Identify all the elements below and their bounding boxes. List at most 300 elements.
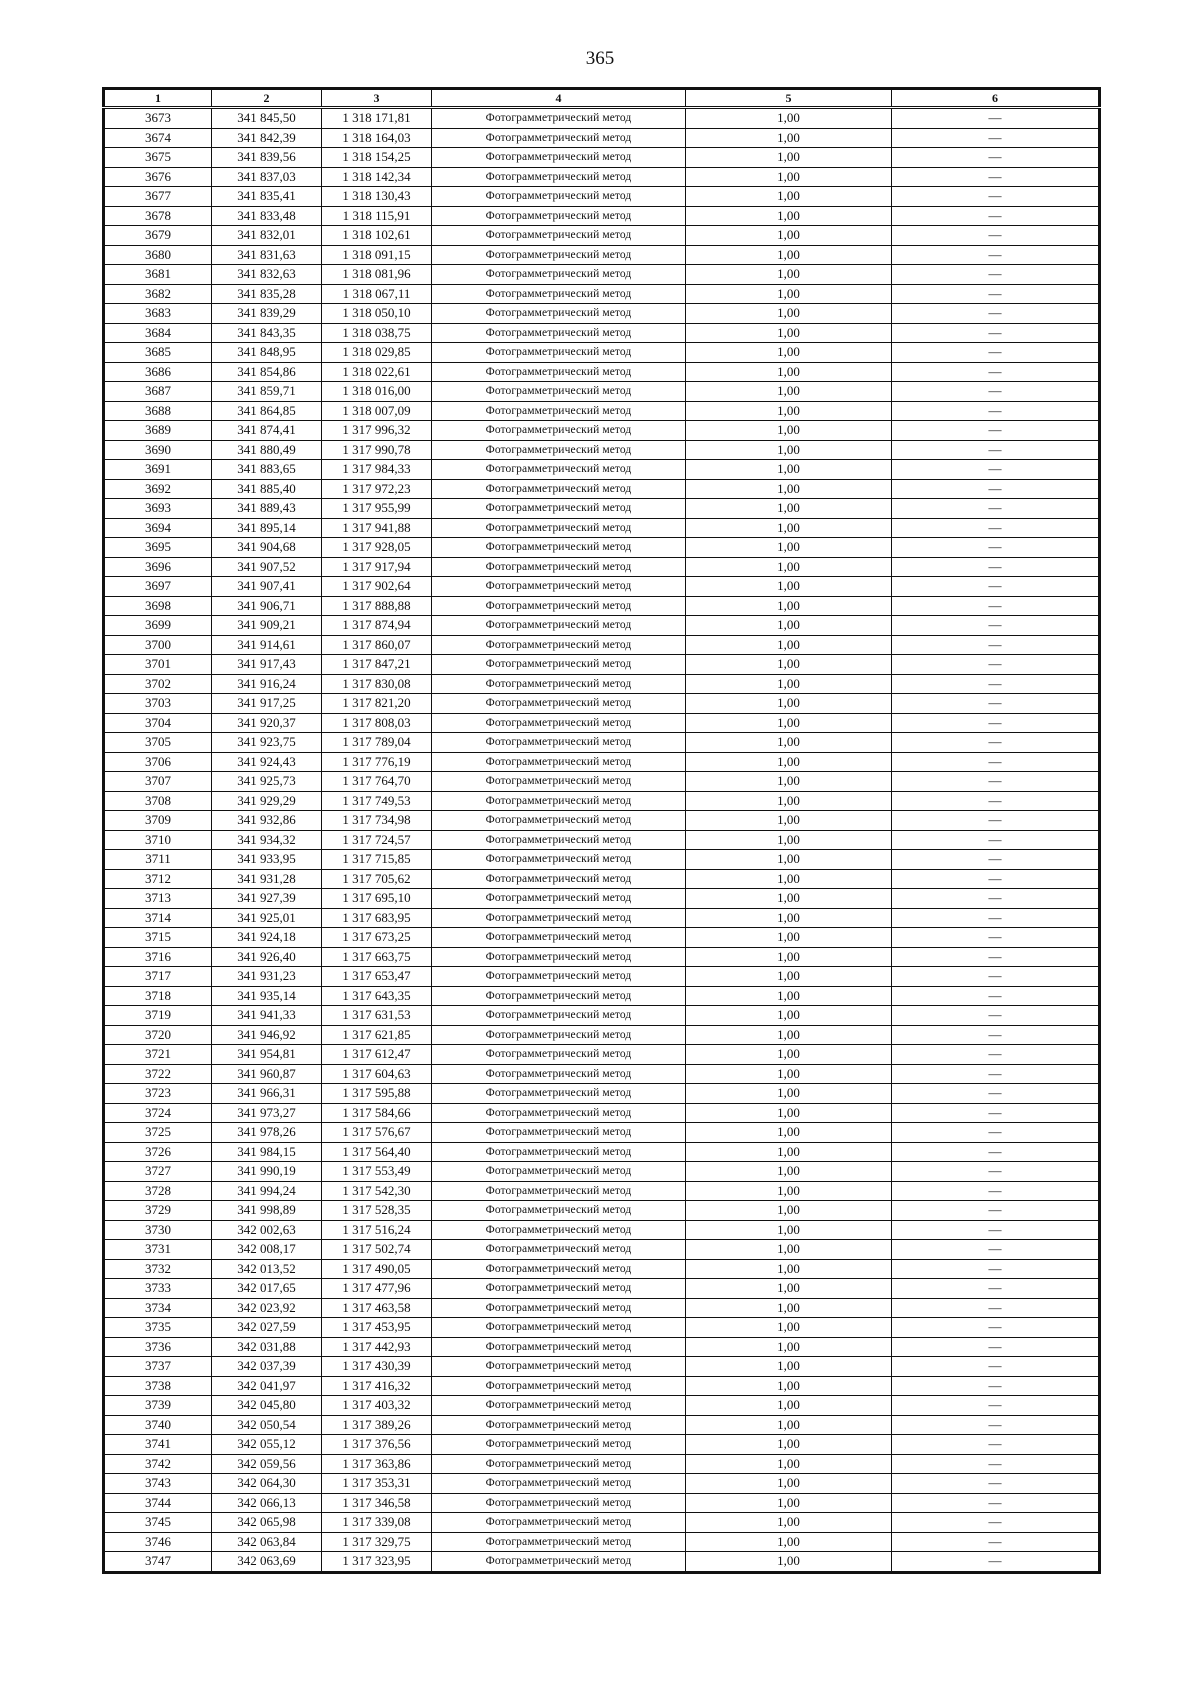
precision-cell: 1,00 — [686, 830, 892, 850]
x-coordinate-cell: 342 023,92 — [212, 1298, 322, 1318]
method-cell: Фотограмметрический метод — [432, 108, 686, 129]
precision-cell: 1,00 — [686, 733, 892, 753]
method-cell: Фотограмметрический метод — [432, 1045, 686, 1065]
table-row — [104, 343, 1100, 363]
note-cell: — — [892, 655, 1100, 675]
note-cell: — — [892, 1006, 1100, 1026]
method-cell: Фотограмметрический метод — [432, 1454, 686, 1474]
y-coordinate-cell: 1 317 917,94 — [322, 557, 432, 577]
x-coordinate-cell: 341 842,39 — [212, 128, 322, 148]
note-cell: — — [892, 108, 1100, 129]
method-cell: Фотограмметрический метод — [432, 752, 686, 772]
table-row — [104, 382, 1100, 402]
table-row — [104, 1025, 1100, 1045]
x-coordinate-cell: 342 055,12 — [212, 1435, 322, 1455]
method-cell: Фотограмметрический метод — [432, 889, 686, 909]
point-number-cell: 3745 — [104, 1513, 212, 1533]
method-cell: Фотограмметрический метод — [432, 1084, 686, 1104]
point-number-cell: 3691 — [104, 460, 212, 480]
y-coordinate-cell: 1 317 430,39 — [322, 1357, 432, 1377]
method-cell: Фотограмметрический метод — [432, 343, 686, 363]
note-cell: — — [892, 1279, 1100, 1299]
x-coordinate-cell: 341 914,61 — [212, 635, 322, 655]
note-cell: — — [892, 1474, 1100, 1494]
y-coordinate-cell: 1 318 050,10 — [322, 304, 432, 324]
precision-cell: 1,00 — [686, 1493, 892, 1513]
method-cell: Фотограмметрический метод — [432, 1201, 686, 1221]
method-cell: Фотограмметрический метод — [432, 1162, 686, 1182]
note-cell: — — [892, 226, 1100, 246]
x-coordinate-cell: 341 874,41 — [212, 421, 322, 441]
y-coordinate-cell: 1 317 941,88 — [322, 518, 432, 538]
note-cell: — — [892, 1123, 1100, 1143]
note-cell: — — [892, 830, 1100, 850]
precision-cell: 1,00 — [686, 1454, 892, 1474]
precision-cell: 1,00 — [686, 1240, 892, 1260]
y-coordinate-cell: 1 317 874,94 — [322, 616, 432, 636]
method-cell: Фотограмметрический метод — [432, 557, 686, 577]
x-coordinate-cell: 341 831,63 — [212, 245, 322, 265]
method-cell: Фотограмметрический метод — [432, 499, 686, 519]
note-cell: — — [892, 421, 1100, 441]
x-coordinate-cell: 341 925,73 — [212, 772, 322, 792]
table-row — [104, 108, 1100, 129]
x-coordinate-cell: 342 008,17 — [212, 1240, 322, 1260]
point-number-cell: 3681 — [104, 265, 212, 285]
note-cell: — — [892, 733, 1100, 753]
y-coordinate-cell: 1 317 463,58 — [322, 1298, 432, 1318]
point-number-cell: 3727 — [104, 1162, 212, 1182]
point-number-cell: 3677 — [104, 187, 212, 207]
precision-cell: 1,00 — [686, 1376, 892, 1396]
note-cell: — — [892, 382, 1100, 402]
method-cell: Фотограмметрический метод — [432, 1298, 686, 1318]
precision-cell: 1,00 — [686, 1298, 892, 1318]
method-cell: Фотограмметрический метод — [432, 772, 686, 792]
method-cell: Фотограмметрический метод — [432, 1415, 686, 1435]
precision-cell: 1,00 — [686, 440, 892, 460]
table-row — [104, 421, 1100, 441]
note-cell: — — [892, 479, 1100, 499]
point-number-cell: 3706 — [104, 752, 212, 772]
table-row — [104, 1181, 1100, 1201]
table-row — [104, 1142, 1100, 1162]
x-coordinate-cell: 342 066,13 — [212, 1493, 322, 1513]
method-cell: Фотограмметрический метод — [432, 187, 686, 207]
x-coordinate-cell: 342 041,97 — [212, 1376, 322, 1396]
note-cell: — — [892, 1493, 1100, 1513]
method-cell: Фотограмметрический метод — [432, 1532, 686, 1552]
y-coordinate-cell: 1 317 734,98 — [322, 811, 432, 831]
x-coordinate-cell: 341 923,75 — [212, 733, 322, 753]
method-cell: Фотограмметрический метод — [432, 304, 686, 324]
precision-cell: 1,00 — [686, 401, 892, 421]
precision-cell: 1,00 — [686, 421, 892, 441]
y-coordinate-cell: 1 317 888,88 — [322, 596, 432, 616]
point-number-cell: 3690 — [104, 440, 212, 460]
point-number-cell: 3678 — [104, 206, 212, 226]
method-cell: Фотограмметрический метод — [432, 1103, 686, 1123]
precision-cell: 1,00 — [686, 1220, 892, 1240]
method-cell: Фотограмметрический метод — [432, 206, 686, 226]
table-row — [104, 772, 1100, 792]
table-row — [104, 440, 1100, 460]
precision-cell: 1,00 — [686, 382, 892, 402]
note-cell: — — [892, 265, 1100, 285]
note-cell: — — [892, 1376, 1100, 1396]
y-coordinate-cell: 1 317 621,85 — [322, 1025, 432, 1045]
note-cell: — — [892, 343, 1100, 363]
point-number-cell: 3743 — [104, 1474, 212, 1494]
precision-cell: 1,00 — [686, 245, 892, 265]
x-coordinate-cell: 342 064,30 — [212, 1474, 322, 1494]
x-coordinate-cell: 342 059,56 — [212, 1454, 322, 1474]
note-cell: — — [892, 362, 1100, 382]
note-cell: — — [892, 167, 1100, 187]
method-cell: Фотограмметрический метод — [432, 1064, 686, 1084]
point-number-cell: 3740 — [104, 1415, 212, 1435]
y-coordinate-cell: 1 318 102,61 — [322, 226, 432, 246]
table-row — [104, 401, 1100, 421]
point-number-cell: 3723 — [104, 1084, 212, 1104]
y-coordinate-cell: 1 317 323,95 — [322, 1552, 432, 1573]
table-header — [104, 89, 1100, 108]
table-row — [104, 1201, 1100, 1221]
precision-cell: 1,00 — [686, 206, 892, 226]
precision-cell: 1,00 — [686, 694, 892, 714]
point-number-cell: 3709 — [104, 811, 212, 831]
x-coordinate-cell: 341 924,43 — [212, 752, 322, 772]
precision-cell: 1,00 — [686, 128, 892, 148]
precision-cell: 1,00 — [686, 596, 892, 616]
note-cell: — — [892, 1259, 1100, 1279]
point-number-cell: 3725 — [104, 1123, 212, 1143]
x-coordinate-cell: 341 835,28 — [212, 284, 322, 304]
method-cell: Фотограмметрический метод — [432, 226, 686, 246]
x-coordinate-cell: 341 934,32 — [212, 830, 322, 850]
point-number-cell: 3741 — [104, 1435, 212, 1455]
x-coordinate-cell: 341 932,86 — [212, 811, 322, 831]
point-number-cell: 3688 — [104, 401, 212, 421]
x-coordinate-cell: 341 883,65 — [212, 460, 322, 480]
x-coordinate-cell: 341 907,41 — [212, 577, 322, 597]
table-row — [104, 811, 1100, 831]
note-cell: — — [892, 967, 1100, 987]
method-cell: Фотограмметрический метод — [432, 850, 686, 870]
column-header: 5 — [686, 89, 892, 108]
precision-cell: 1,00 — [686, 928, 892, 948]
y-coordinate-cell: 1 317 821,20 — [322, 694, 432, 714]
table-row — [104, 791, 1100, 811]
point-number-cell: 3686 — [104, 362, 212, 382]
table-row — [104, 1103, 1100, 1123]
table-row — [104, 1337, 1100, 1357]
method-cell: Фотограмметрический метод — [432, 323, 686, 343]
y-coordinate-cell: 1 317 860,07 — [322, 635, 432, 655]
x-coordinate-cell: 341 916,24 — [212, 674, 322, 694]
note-cell: — — [892, 1162, 1100, 1182]
x-coordinate-cell: 342 045,80 — [212, 1396, 322, 1416]
y-coordinate-cell: 1 317 990,78 — [322, 440, 432, 460]
precision-cell: 1,00 — [686, 226, 892, 246]
x-coordinate-cell: 341 895,14 — [212, 518, 322, 538]
note-cell: — — [892, 1435, 1100, 1455]
note-cell: — — [892, 947, 1100, 967]
y-coordinate-cell: 1 317 776,19 — [322, 752, 432, 772]
table-row — [104, 928, 1100, 948]
note-cell: — — [892, 460, 1100, 480]
precision-cell: 1,00 — [686, 947, 892, 967]
method-cell: Фотограмметрический метод — [432, 596, 686, 616]
point-number-cell: 3721 — [104, 1045, 212, 1065]
note-cell: — — [892, 752, 1100, 772]
y-coordinate-cell: 1 318 142,34 — [322, 167, 432, 187]
note-cell: — — [892, 557, 1100, 577]
x-coordinate-cell: 341 920,37 — [212, 713, 322, 733]
method-cell: Фотограмметрический метод — [432, 401, 686, 421]
x-coordinate-cell: 342 063,69 — [212, 1552, 322, 1573]
precision-cell: 1,00 — [686, 811, 892, 831]
precision-cell: 1,00 — [686, 1064, 892, 1084]
column-header: 4 — [432, 89, 686, 108]
table-row — [104, 635, 1100, 655]
precision-cell: 1,00 — [686, 362, 892, 382]
note-cell: — — [892, 1318, 1100, 1338]
point-number-cell: 3684 — [104, 323, 212, 343]
precision-cell: 1,00 — [686, 1513, 892, 1533]
precision-cell: 1,00 — [686, 304, 892, 324]
precision-cell: 1,00 — [686, 674, 892, 694]
table-row — [104, 1357, 1100, 1377]
table-row — [104, 1084, 1100, 1104]
y-coordinate-cell: 1 317 847,21 — [322, 655, 432, 675]
method-cell: Фотограмметрический метод — [432, 655, 686, 675]
note-cell: — — [892, 811, 1100, 831]
x-coordinate-cell: 341 931,23 — [212, 967, 322, 987]
method-cell: Фотограмметрический метод — [432, 635, 686, 655]
point-number-cell: 3700 — [104, 635, 212, 655]
table-row — [104, 1259, 1100, 1279]
note-cell: — — [892, 635, 1100, 655]
note-cell: — — [892, 713, 1100, 733]
table-row — [104, 304, 1100, 324]
precision-cell: 1,00 — [686, 850, 892, 870]
table-body — [104, 108, 1100, 1573]
y-coordinate-cell: 1 317 996,32 — [322, 421, 432, 441]
y-coordinate-cell: 1 318 171,81 — [322, 108, 432, 129]
x-coordinate-cell: 342 050,54 — [212, 1415, 322, 1435]
table-row — [104, 323, 1100, 343]
method-cell: Фотограмметрический метод — [432, 947, 686, 967]
precision-cell: 1,00 — [686, 557, 892, 577]
method-cell: Фотограмметрический метод — [432, 1279, 686, 1299]
point-number-cell: 3696 — [104, 557, 212, 577]
method-cell: Фотограмметрический метод — [432, 440, 686, 460]
method-cell: Фотограмметрический метод — [432, 167, 686, 187]
method-cell: Фотограмметрический метод — [432, 1142, 686, 1162]
method-cell: Фотограмметрический метод — [432, 967, 686, 987]
note-cell: — — [892, 1240, 1100, 1260]
table-row — [104, 674, 1100, 694]
note-cell: — — [892, 616, 1100, 636]
note-cell: — — [892, 323, 1100, 343]
point-number-cell: 3732 — [104, 1259, 212, 1279]
method-cell: Фотограмметрический метод — [432, 421, 686, 441]
coordinates-table-container — [102, 87, 1098, 1574]
point-number-cell: 3687 — [104, 382, 212, 402]
method-cell: Фотограмметрический метод — [432, 518, 686, 538]
point-number-cell: 3673 — [104, 108, 212, 129]
method-cell: Фотограмметрический метод — [432, 1474, 686, 1494]
point-number-cell: 3680 — [104, 245, 212, 265]
x-coordinate-cell: 341 917,43 — [212, 655, 322, 675]
note-cell: — — [892, 1337, 1100, 1357]
method-cell: Фотограмметрический метод — [432, 265, 686, 285]
point-number-cell: 3683 — [104, 304, 212, 324]
note-cell: — — [892, 694, 1100, 714]
y-coordinate-cell: 1 317 955,99 — [322, 499, 432, 519]
y-coordinate-cell: 1 317 789,04 — [322, 733, 432, 753]
x-coordinate-cell: 342 017,65 — [212, 1279, 322, 1299]
point-number-cell: 3722 — [104, 1064, 212, 1084]
point-number-cell: 3679 — [104, 226, 212, 246]
precision-cell: 1,00 — [686, 1045, 892, 1065]
point-number-cell: 3699 — [104, 616, 212, 636]
point-number-cell: 3682 — [104, 284, 212, 304]
x-coordinate-cell: 342 037,39 — [212, 1357, 322, 1377]
precision-cell: 1,00 — [686, 752, 892, 772]
method-cell: Фотограмметрический метод — [432, 1513, 686, 1533]
x-coordinate-cell: 341 941,33 — [212, 1006, 322, 1026]
method-cell: Фотограмметрический метод — [432, 1435, 686, 1455]
precision-cell: 1,00 — [686, 986, 892, 1006]
precision-cell: 1,00 — [686, 889, 892, 909]
column-header: 1 — [104, 89, 212, 108]
method-cell: Фотограмметрический метод — [432, 1006, 686, 1026]
precision-cell: 1,00 — [686, 284, 892, 304]
x-coordinate-cell: 341 960,87 — [212, 1064, 322, 1084]
precision-cell: 1,00 — [686, 460, 892, 480]
method-cell: Фотограмметрический метод — [432, 577, 686, 597]
y-coordinate-cell: 1 317 403,32 — [322, 1396, 432, 1416]
table-row — [104, 1298, 1100, 1318]
note-cell: — — [892, 908, 1100, 928]
point-number-cell: 3716 — [104, 947, 212, 967]
y-coordinate-cell: 1 317 542,30 — [322, 1181, 432, 1201]
precision-cell: 1,00 — [686, 967, 892, 987]
precision-cell: 1,00 — [686, 1318, 892, 1338]
y-coordinate-cell: 1 317 724,57 — [322, 830, 432, 850]
y-coordinate-cell: 1 318 154,25 — [322, 148, 432, 168]
table-row — [104, 1493, 1100, 1513]
x-coordinate-cell: 342 065,98 — [212, 1513, 322, 1533]
note-cell: — — [892, 889, 1100, 909]
table-row — [104, 1064, 1100, 1084]
table-row — [104, 947, 1100, 967]
table-row — [104, 1045, 1100, 1065]
x-coordinate-cell: 341 926,40 — [212, 947, 322, 967]
note-cell: — — [892, 869, 1100, 889]
point-number-cell: 3714 — [104, 908, 212, 928]
x-coordinate-cell: 342 013,52 — [212, 1259, 322, 1279]
method-cell: Фотограмметрический метод — [432, 128, 686, 148]
note-cell: — — [892, 245, 1100, 265]
precision-cell: 1,00 — [686, 1201, 892, 1221]
y-coordinate-cell: 1 318 164,03 — [322, 128, 432, 148]
note-cell: — — [892, 1201, 1100, 1221]
table-row — [104, 967, 1100, 987]
method-cell: Фотограмметрический метод — [432, 1240, 686, 1260]
point-number-cell: 3695 — [104, 538, 212, 558]
note-cell: — — [892, 128, 1100, 148]
x-coordinate-cell: 341 933,95 — [212, 850, 322, 870]
x-coordinate-cell: 341 837,03 — [212, 167, 322, 187]
y-coordinate-cell: 1 317 389,26 — [322, 1415, 432, 1435]
point-number-cell: 3689 — [104, 421, 212, 441]
x-coordinate-cell: 341 906,71 — [212, 596, 322, 616]
method-cell: Фотограмметрический метод — [432, 1376, 686, 1396]
precision-cell: 1,00 — [686, 1435, 892, 1455]
note-cell: — — [892, 1142, 1100, 1162]
x-coordinate-cell: 341 885,40 — [212, 479, 322, 499]
table-row — [104, 1220, 1100, 1240]
table-row — [104, 245, 1100, 265]
method-cell: Фотограмметрический метод — [432, 908, 686, 928]
table-row — [104, 128, 1100, 148]
table-row — [104, 1474, 1100, 1494]
x-coordinate-cell: 341 935,14 — [212, 986, 322, 1006]
x-coordinate-cell: 342 063,84 — [212, 1532, 322, 1552]
method-cell: Фотограмметрический метод — [432, 713, 686, 733]
precision-cell: 1,00 — [686, 791, 892, 811]
point-number-cell: 3737 — [104, 1357, 212, 1377]
table-row — [104, 1454, 1100, 1474]
x-coordinate-cell: 341 978,26 — [212, 1123, 322, 1143]
y-coordinate-cell: 1 318 038,75 — [322, 323, 432, 343]
note-cell: — — [892, 206, 1100, 226]
note-cell: — — [892, 148, 1100, 168]
point-number-cell: 3710 — [104, 830, 212, 850]
y-coordinate-cell: 1 317 564,40 — [322, 1142, 432, 1162]
table-row — [104, 479, 1100, 499]
coordinates-table — [102, 87, 1101, 1574]
y-coordinate-cell: 1 317 663,75 — [322, 947, 432, 967]
note-cell: — — [892, 791, 1100, 811]
method-cell: Фотограмметрический метод — [432, 1552, 686, 1573]
method-cell: Фотограмметрический метод — [432, 1259, 686, 1279]
precision-cell: 1,00 — [686, 499, 892, 519]
precision-cell: 1,00 — [686, 869, 892, 889]
x-coordinate-cell: 341 854,86 — [212, 362, 322, 382]
y-coordinate-cell: 1 317 683,95 — [322, 908, 432, 928]
y-coordinate-cell: 1 317 576,67 — [322, 1123, 432, 1143]
point-number-cell: 3724 — [104, 1103, 212, 1123]
method-cell: Фотограмметрический метод — [432, 479, 686, 499]
x-coordinate-cell: 341 832,63 — [212, 265, 322, 285]
precision-cell: 1,00 — [686, 1474, 892, 1494]
x-coordinate-cell: 341 984,15 — [212, 1142, 322, 1162]
x-coordinate-cell: 341 925,01 — [212, 908, 322, 928]
x-coordinate-cell: 341 929,29 — [212, 791, 322, 811]
table-row — [104, 538, 1100, 558]
point-number-cell: 3739 — [104, 1396, 212, 1416]
precision-cell: 1,00 — [686, 616, 892, 636]
y-coordinate-cell: 1 317 612,47 — [322, 1045, 432, 1065]
table-row — [104, 518, 1100, 538]
table-row — [104, 830, 1100, 850]
x-coordinate-cell: 341 973,27 — [212, 1103, 322, 1123]
y-coordinate-cell: 1 317 502,74 — [322, 1240, 432, 1260]
